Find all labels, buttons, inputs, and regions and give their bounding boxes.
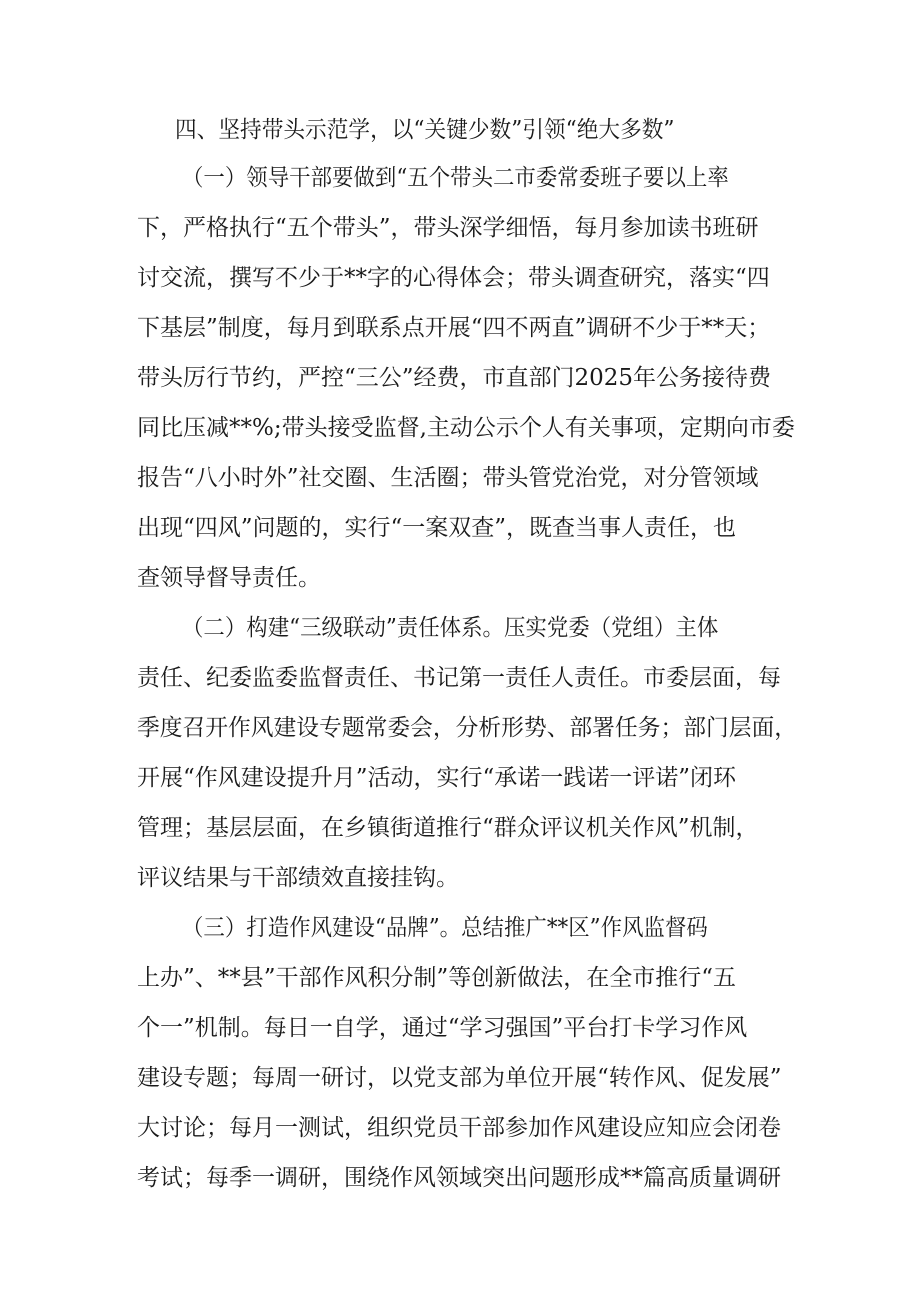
paragraph-line: 考试；每季一调研，围绕作风领域突出问题形成**篇高质量调研 — [137, 1165, 781, 1191]
paragraph-line: 同比压减**%;带头接受监督,主动公示个人有关事项，定期向市委 — [137, 415, 795, 441]
paragraph-line: 季度召开作风建设专题常委会，分析形势、部署任务；部门层面， — [137, 715, 797, 741]
paragraph-line: （二）构建“三级联动”责任体系。压实党委（党组）主体 — [182, 615, 719, 641]
paragraph-line: 建设专题；每周一研讨，以党支部为单位开展“转作风、促发展” — [137, 1065, 782, 1091]
paragraph-line: 下，严格执行“五个带头”，带头深学细悟，每月参加读书班研 — [137, 215, 759, 241]
paragraph-line: 大讨论；每月一测试，组织党员干部参加作风建设应知应会闭卷 — [137, 1115, 781, 1141]
paragraph-line: 评议结果与干部绩效直接挂钩。 — [137, 865, 459, 891]
paragraph-line: 报告“八小时外”社交圈、生活圈；带头管党治党，对分管领域 — [137, 465, 759, 491]
paragraph-line: 下基层”制度，每月到联系点开展“四不两直”调研不少于**天； — [137, 315, 771, 341]
paragraph-line: 个一”机制。每日一自学，通过“学习强国”平台打卡学习作风 — [137, 1015, 748, 1041]
paragraph-line: 上办”、**县”干部作风积分制”等创新做法，在全市推行“五 — [137, 965, 737, 991]
paragraph-line: 讨交流，撰写不少于**字的心得体会；带头调查研究，落实“四 — [137, 265, 770, 291]
paragraph-line: （三）打造作风建设“品牌”。总结推广**区”作风监督码 — [182, 915, 708, 941]
paragraph-line: （一）领导干部要做到“五个带头二市委常委班子要以上率 — [182, 165, 729, 191]
paragraph-line: 出现“四风”问题的，实行“一案双查”，既查当事人责任，也 — [137, 515, 737, 541]
paragraph-line: 管理；基层层面，在乡镇街道推行“群众评议机关作风”机制， — [137, 815, 759, 841]
paragraph-line: 开展“作风建设提升月”活动，实行“承诺一践诺一评诺”闭环 — [137, 765, 737, 791]
section-heading: 四、坚持带头示范学，以“关键少数”引领“绝大多数” — [175, 117, 675, 143]
paragraph-line: 责任、纪委监委监督责任、书记第一责任人责任。市委层面，每 — [137, 665, 781, 691]
paragraph-line: 查领导督导责任。 — [137, 565, 321, 591]
paragraph-line: 带头厉行节约，严控“三公”经费，市直部门2025年公务接待费 — [137, 365, 772, 391]
